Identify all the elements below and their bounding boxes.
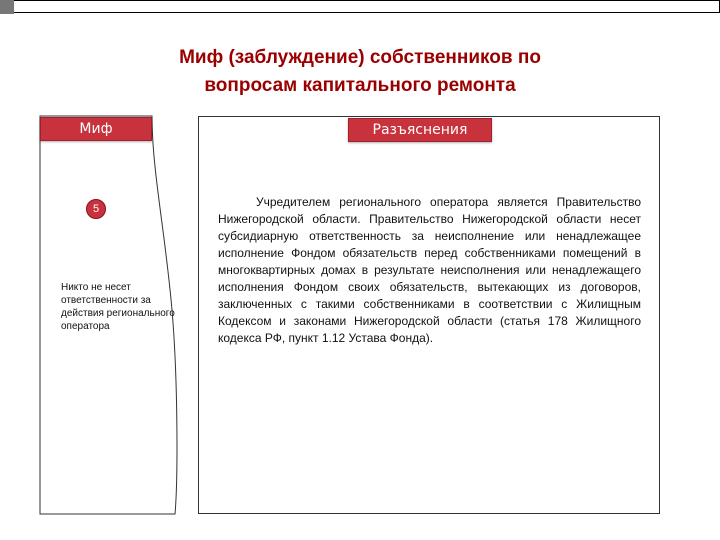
- explanation-text: Учредителем регионального оператора является Правительство Нижегородской области. Правительство Нижегородской области несет субсидиарную ответственность за неисполнение или ненадлежащее исполнение Фондом обязательств перед собственниками помещений в многоквартирных домах в результате неисполнения или ненадлежащего исполнения Фондом своих обязательств, вытекающих из договоров, заключенных с такими собственниками в соответствии с Жилищным Кодексом и законами Нижегородской области (статья 178 Жилищного кодекса РФ, пункт 1.12 Устава Фонда).: [218, 195, 641, 345]
- myth-badge: Миф: [40, 117, 152, 141]
- title-line-1: Миф (заблуждение) собственников по: [179, 47, 541, 68]
- myth-number-badge: 5: [86, 199, 106, 219]
- myth-text: Никто не несет ответственности за действия регионального оператора: [61, 282, 175, 332]
- explanation-badge: Разъяснения: [348, 118, 492, 142]
- title-line-2: вопросам капитального ремонта: [204, 75, 516, 96]
